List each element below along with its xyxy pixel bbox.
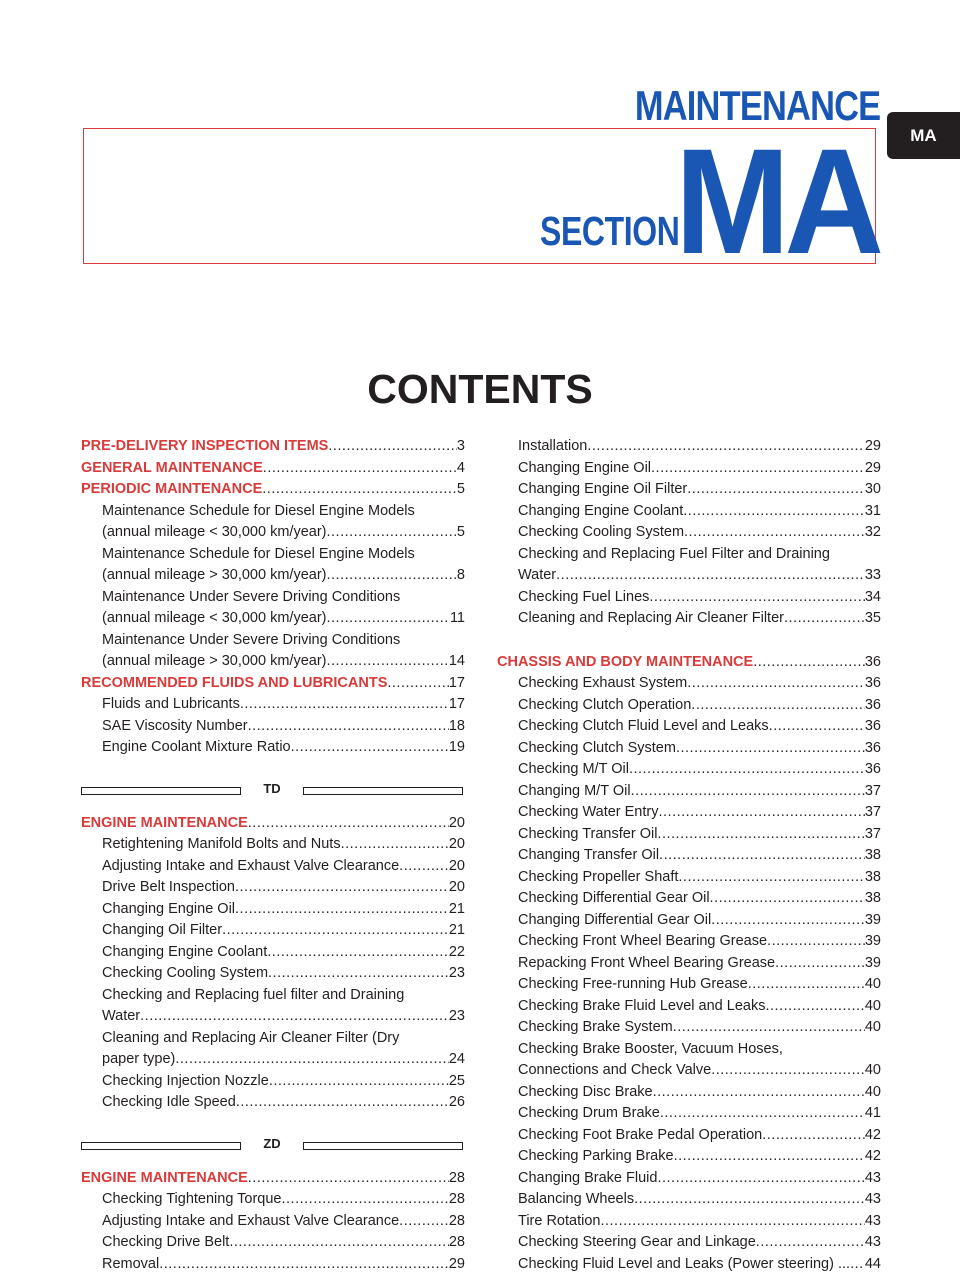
toc-entry-title: Changing Oil Filter [102,920,222,942]
toc-entry[interactable] [497,738,881,760]
toc-page-number: 18 [449,716,465,738]
divider-rule-left [81,787,241,795]
toc-entry-title: Checking Clutch Operation [518,695,691,717]
dot-leader [262,479,457,501]
toc-entry-title: Checking Clutch Fluid Level and Leaks [518,716,769,738]
toc-entry[interactable] [497,608,881,630]
dot-leader [140,1006,449,1028]
toc-page-number: 33 [865,565,881,587]
dot-leader [711,1060,865,1082]
toc-entry[interactable] [81,565,465,587]
toc-entry-line[interactable]: Maintenance Under Severe Driving Conditions [81,630,465,652]
toc-entry[interactable] [81,963,465,985]
toc-entry-title: Checking Exhaust System [518,673,687,695]
toc-page-number: 42 [865,1146,881,1168]
toc-entry[interactable] [81,716,465,738]
dot-leader [657,824,864,846]
dot-leader [769,716,865,738]
toc-entry[interactable] [497,888,881,910]
toc-page-number: 37 [865,781,881,803]
toc-page-number: 36 [865,759,881,781]
toc-entry-title: Changing Differential Gear Oil [518,910,711,932]
toc-page-number: 43 [865,1189,881,1211]
toc-page-number: 20 [449,877,465,899]
toc-entry[interactable] [81,1071,465,1093]
toc-page-number: 23 [449,1006,465,1028]
toc-entry-title: Connections and Check Valve [518,1060,711,1082]
toc-page-number: 17 [449,673,465,695]
dot-leader [600,1211,864,1233]
toc-entry-title: paper type) [102,1049,175,1071]
dot-leader [326,565,456,587]
toc-page-number: 35 [865,608,881,630]
toc-page-number: 42 [865,1125,881,1147]
toc-entry[interactable] [497,479,881,501]
toc-page-number: 21 [449,899,465,921]
dot-leader [765,996,864,1018]
dot-leader [659,845,865,867]
toc-left-column [81,436,465,1275]
dot-leader [748,974,865,996]
toc-chapter-entry[interactable] [81,436,465,458]
toc-entry-title: Checking Drum Brake [518,1103,660,1125]
toc-entry-title: Changing M/T Oil [518,781,631,803]
toc-page-number: 38 [865,888,881,910]
dot-leader [326,608,449,630]
toc-entry[interactable] [497,802,881,824]
toc-page-number: 43 [865,1211,881,1233]
toc-entry-title: Checking Brake Fluid Level and Leaks [518,996,765,1018]
toc-entry[interactable] [81,651,465,673]
toc-entry-title: Checking Injection Nozzle [102,1071,269,1093]
dot-leader [687,673,865,695]
toc-entry-title: Changing Brake Fluid [518,1168,657,1190]
toc-entry[interactable] [81,920,465,942]
toc-chapter-entry[interactable] [81,479,465,501]
divider-label: ZD [241,1136,303,1152]
toc-page-number: 38 [865,867,881,889]
toc-page-number: 39 [865,910,881,932]
dot-leader [687,479,865,501]
toc-entry-title: Changing Engine Coolant [102,942,267,964]
toc-entry[interactable] [497,1060,881,1082]
toc-page-number: 38 [865,845,881,867]
toc-entry-title: Changing Engine Coolant [518,501,683,523]
toc-page-number: 40 [865,1060,881,1082]
toc-entry[interactable] [81,1211,465,1233]
dot-leader [683,501,865,523]
toc-entry[interactable] [81,1092,465,1114]
dot-leader [678,867,864,889]
toc-entry-title: Drive Belt Inspection [102,877,235,899]
dot-leader [248,813,449,835]
dot-leader [587,436,865,458]
toc-entry-title: Checking Steering Gear and Linkage [518,1232,756,1254]
toc-entry-title: PRE-DELIVERY INSPECTION ITEMS [81,436,328,458]
toc-page-number: 11 [450,608,465,630]
toc-entry-title: Checking Clutch System [518,738,676,760]
toc-entry[interactable] [497,996,881,1018]
toc-entry-title: Water [518,565,556,587]
toc-page-number: 20 [449,834,465,856]
toc-entry-title: Engine Coolant Mixture Ratio [102,737,291,759]
toc-entry-title: Checking Cooling System [102,963,268,985]
toc-page-number: 24 [449,1049,465,1071]
toc-group-td [81,813,465,1114]
toc-entry[interactable] [81,1232,465,1254]
toc-page-number: 4 [457,458,465,480]
toc-page-number: 26 [449,1092,465,1114]
divider-rule-left [81,1142,241,1150]
engine-divider-td [81,781,465,803]
toc-entry-title: Checking Differential Gear Oil [518,888,710,910]
dot-leader [634,1189,865,1211]
toc-entry-title: Checking Free-running Hub Grease [518,974,748,996]
section-tab-ma[interactable]: MA [887,112,960,159]
toc-entry[interactable] [497,1017,881,1039]
dot-leader [756,1232,865,1254]
toc-entry-title: Checking Fluid Level and Leaks (Power steering) ... [518,1254,850,1275]
toc-page-number: 44 [865,1254,881,1275]
toc-entry[interactable] [81,1049,465,1071]
toc-entry[interactable] [497,673,881,695]
toc-entry[interactable] [81,694,465,716]
toc-entry[interactable] [497,522,881,544]
dot-leader [291,737,449,759]
toc-page-number: 3 [457,436,465,458]
toc-entry-title: Checking Brake System [518,1017,673,1039]
dot-leader [282,1189,449,1211]
toc-entry-title: SAE Viscosity Number [102,716,248,738]
toc-entry[interactable] [81,1189,465,1211]
toc-entry-title: Changing Transfer Oil [518,845,659,867]
toc-entry-line[interactable]: Checking and Replacing Fuel Filter and Draining [497,544,881,566]
dot-leader [387,673,448,695]
page-title: MAINTENANCE [635,82,880,130]
toc-page-number: 43 [865,1232,881,1254]
toc-entry-title: Installation [518,436,587,458]
toc-entry[interactable] [497,1082,881,1104]
toc-entry-title: Changing Engine Oil [518,458,651,480]
toc-entry-title: Water [102,1006,140,1028]
toc-page-number: 5 [457,522,465,544]
toc-entry[interactable] [81,942,465,964]
toc-entry[interactable] [81,608,465,630]
section-banner [83,128,876,264]
toc-entry[interactable] [497,1189,881,1211]
dot-leader [629,759,865,781]
toc-page-number: 40 [865,1017,881,1039]
toc-entry-line[interactable]: Maintenance Schedule for Diesel Engine Models [81,544,465,566]
contents-heading: CONTENTS [0,366,960,413]
toc-page-number: 36 [865,673,881,695]
toc-entry-title: Checking Drive Belt [102,1232,229,1254]
toc-entry-title: Tire Rotation [518,1211,600,1233]
toc-entry[interactable] [497,1125,881,1147]
toc-entry-line[interactable]: Checking and Replacing fuel filter and Draining [81,985,465,1007]
toc-entry-title: Checking Transfer Oil [518,824,657,846]
toc-entry-title: Balancing Wheels [518,1189,634,1211]
toc-entry-title: Checking Tightening Torque [102,1189,282,1211]
toc-page-number: 40 [865,1082,881,1104]
toc-entry[interactable] [497,845,881,867]
toc-page-number: 36 [865,738,881,760]
toc-page-number: 29 [865,436,881,458]
toc-page-number: 17 [449,694,465,716]
dot-leader [651,458,865,480]
toc-entry[interactable] [497,501,881,523]
dot-leader [268,963,449,985]
toc-page-number: 37 [865,802,881,824]
toc-page-number: 28 [449,1168,465,1190]
divider-rule-right [303,787,463,795]
toc-entry-title: Checking Fuel Lines [518,587,649,609]
dot-leader [328,436,457,458]
dot-leader [660,1103,865,1125]
toc-entry[interactable] [497,824,881,846]
dot-leader [269,1071,449,1093]
dot-leader [263,458,457,480]
toc-entry-title: Checking Propeller Shaft [518,867,678,889]
toc-entry[interactable] [497,1146,881,1168]
toc-page-number: 28 [449,1189,465,1211]
dot-leader [653,1082,865,1104]
dot-leader [775,953,865,975]
toc-entry[interactable] [81,877,465,899]
toc-entry-title: Fluids and Lubricants [102,694,240,716]
section-code: MA [675,141,879,261]
divider-label: TD [241,781,303,797]
toc-entry-title: ENGINE MAINTENANCE [81,813,248,835]
dot-leader [248,716,449,738]
toc-page-number: 29 [865,458,881,480]
toc-chapter-entry[interactable] [81,813,465,835]
dot-leader [248,1168,449,1190]
toc-entry-title: Adjusting Intake and Exhaust Valve Clearance [102,856,399,878]
toc-entry-title: Adjusting Intake and Exhaust Valve Clearance [102,1211,399,1233]
dot-leader [236,1092,449,1114]
toc-page-number: 14 [449,651,465,673]
toc-entry[interactable] [497,1232,881,1254]
dot-leader [222,920,449,942]
toc-entry-title: Changing Engine Oil [102,899,235,921]
toc-entry[interactable] [497,781,881,803]
toc-page-number: 20 [449,856,465,878]
toc-entry-title: Removal [102,1254,159,1275]
toc-entry[interactable] [497,565,881,587]
dot-leader [767,931,865,953]
toc-entry-title: (annual mileage > 30,000 km/year) [102,651,326,673]
dot-leader [240,694,449,716]
dot-leader [762,1125,865,1147]
toc-entry-title: Retightening Manifold Bolts and Nuts [102,834,341,856]
dot-leader [399,856,449,878]
toc-chapter-entry[interactable] [81,458,465,480]
toc-entry[interactable] [497,695,881,717]
toc-page-number: 21 [449,920,465,942]
toc-entry[interactable] [497,931,881,953]
toc-entry-title: (annual mileage < 30,000 km/year) [102,608,326,630]
toc-entry-title: CHASSIS AND BODY MAINTENANCE [497,652,753,674]
toc-entry-title: (annual mileage > 30,000 km/year) [102,565,326,587]
dot-leader [657,1168,864,1190]
toc-entry-line[interactable]: Maintenance Schedule for Diesel Engine Models [81,501,465,523]
toc-page-number: 39 [865,953,881,975]
toc-entry-title: Checking Front Wheel Bearing Grease [518,931,767,953]
toc-entry[interactable] [497,458,881,480]
toc-entry-line[interactable]: Cleaning and Replacing Air Cleaner Filter (Dry [81,1028,465,1050]
toc-page-number: 32 [865,522,881,544]
dot-leader [159,1254,449,1275]
toc-page-number: 41 [865,1103,881,1125]
toc-entry[interactable] [81,522,465,544]
toc-entry-title: Changing Engine Oil Filter [518,479,687,501]
toc-chapter-entry[interactable] [497,652,881,674]
toc-page-number: 22 [449,942,465,964]
toc-page-number: 29 [449,1254,465,1275]
dot-leader [658,802,864,824]
dot-leader [267,942,449,964]
dot-leader [175,1049,449,1071]
dot-leader [710,888,865,910]
toc-page-number: 40 [865,996,881,1018]
toc-page-number: 28 [449,1211,465,1233]
toc-page-number: 34 [865,587,881,609]
toc-entry-title: ENGINE MAINTENANCE [81,1168,248,1190]
divider-rule-right [303,1142,463,1150]
toc-group-zd-continued [497,436,881,630]
dot-leader [676,738,865,760]
toc-entry-title: Repacking Front Wheel Bearing Grease [518,953,775,975]
toc-page-number: 40 [865,974,881,996]
toc-entry[interactable] [81,899,465,921]
dot-leader [684,522,865,544]
dot-leader [784,608,865,630]
toc-page-number: 5 [457,479,465,501]
toc-page-number: 20 [449,813,465,835]
toc-entry-title: Checking Foot Brake Pedal Operation [518,1125,762,1147]
toc-entry[interactable] [497,974,881,996]
toc-page-number: 43 [865,1168,881,1190]
toc-entry[interactable] [81,1254,465,1275]
toc-entry-title: GENERAL MAINTENANCE [81,458,263,480]
toc-entry[interactable] [497,1211,881,1233]
toc-entry-title: Checking Cooling System [518,522,684,544]
toc-page-number: 23 [449,963,465,985]
toc-entry-title: Checking M/T Oil [518,759,629,781]
dot-leader [235,899,449,921]
toc-entry[interactable] [81,834,465,856]
toc-entry[interactable] [81,737,465,759]
dot-leader [753,652,865,674]
toc-entry[interactable] [497,867,881,889]
toc-entry[interactable] [497,759,881,781]
toc-entry-title: Checking Parking Brake [518,1146,674,1168]
toc-page-number: 8 [457,565,465,587]
dot-leader [556,565,865,587]
toc-entry[interactable] [81,1006,465,1028]
dot-leader [649,587,864,609]
toc-entry[interactable] [497,1103,881,1125]
dot-leader [235,877,449,899]
dot-leader [711,910,865,932]
toc-entry-title: Checking Disc Brake [518,1082,653,1104]
toc-page-number: 37 [865,824,881,846]
toc-group-general [81,436,465,759]
dot-leader [673,1017,865,1039]
toc-chapter-entry[interactable] [81,673,465,695]
toc-entry[interactable] [497,1168,881,1190]
dot-leader [326,651,448,673]
toc-entry-line[interactable]: Maintenance Under Severe Driving Conditions [81,587,465,609]
toc-page-number: 36 [865,716,881,738]
dot-leader [399,1211,449,1233]
engine-divider-zd [81,1136,465,1158]
toc-entry[interactable] [497,910,881,932]
toc-chapter-entry[interactable] [81,1168,465,1190]
toc-entry-title: Cleaning and Replacing Air Cleaner Filter [518,608,784,630]
toc-page-number: 31 [865,501,881,523]
toc-page-number: 39 [865,931,881,953]
toc-page-number: 36 [865,652,881,674]
dot-leader [631,781,865,803]
toc-entry-title: (annual mileage < 30,000 km/year) [102,522,326,544]
toc-page-number: 36 [865,695,881,717]
toc-entry-title: PERIODIC MAINTENANCE [81,479,262,501]
toc-page-number: 19 [449,737,465,759]
toc-entry-title: RECOMMENDED FLUIDS AND LUBRICANTS [81,673,387,695]
toc-entry[interactable] [497,1254,881,1275]
toc-entry[interactable] [497,587,881,609]
toc-page-number: 25 [449,1071,465,1093]
toc-entry-title: Checking Idle Speed [102,1092,236,1114]
toc-entry-line[interactable]: Checking Brake Booster, Vacuum Hoses, [497,1039,881,1061]
toc-group-chassis [497,652,881,1275]
toc-right-column [497,436,881,1275]
toc-entry[interactable] [497,716,881,738]
toc-entry[interactable] [81,856,465,878]
dot-leader [691,695,865,717]
section-label: SECTION [540,207,679,255]
dot-leader [229,1232,449,1254]
toc-page-number: 28 [449,1232,465,1254]
toc-entry-title: Checking Water Entry [518,802,658,824]
dot-leader [326,522,456,544]
toc-entry[interactable] [497,953,881,975]
toc-entry[interactable] [497,436,881,458]
dot-leader [850,1254,865,1275]
dot-leader [341,834,449,856]
toc-group-zd [81,1168,465,1275]
dot-leader [674,1146,865,1168]
toc-page-number: 30 [865,479,881,501]
